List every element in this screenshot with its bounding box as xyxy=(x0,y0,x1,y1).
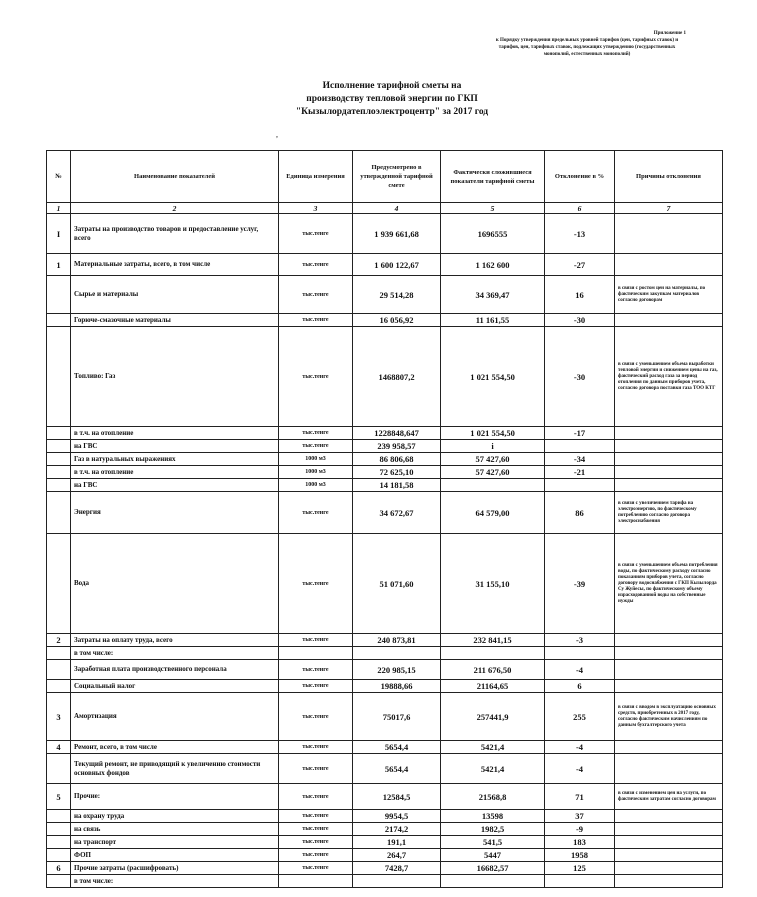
col-number: 6 xyxy=(545,203,615,214)
table-row xyxy=(47,276,723,314)
row-planned: 240 873,81 xyxy=(353,634,441,647)
table-row xyxy=(47,534,723,634)
row-unit: тыс.тенге xyxy=(279,784,353,810)
row-reason xyxy=(615,314,723,327)
row-name: Ремонт, всего, в том числе xyxy=(71,741,279,754)
row-planned: 51 071,60 xyxy=(353,534,441,634)
row-unit: тыс.тенге xyxy=(279,214,353,254)
row-name: на охрану труда xyxy=(71,810,279,823)
row-actual: 541,5 xyxy=(441,836,545,849)
row-planned: 29 514,28 xyxy=(353,276,441,314)
title-line: Исполнение тарифной сметы на xyxy=(322,81,462,91)
row-planned: 5654,4 xyxy=(353,741,441,754)
row-actual xyxy=(441,479,545,492)
row-unit: тыс.тенге xyxy=(279,823,353,836)
row-actual: 57 427,60 xyxy=(441,466,545,479)
row-index xyxy=(47,810,71,823)
table-row xyxy=(47,479,723,492)
row-index: 6 xyxy=(47,862,71,875)
row-reason xyxy=(615,810,723,823)
row-planned: 7428,7 xyxy=(353,862,441,875)
row-index xyxy=(47,466,71,479)
row-reason: в связи с ростом цен на материалы, по фактическим закупкам материалов согласно договорам xyxy=(615,276,723,314)
row-reason xyxy=(615,680,723,693)
header-actual: Фактически сложившиеся показатели тарифной сметы xyxy=(441,151,545,203)
row-deviation: 255 xyxy=(545,693,615,741)
row-reason xyxy=(615,254,723,276)
row-deviation: -34 xyxy=(545,453,615,466)
row-unit: тыс.тенге xyxy=(279,276,353,314)
row-actual: 1982,5 xyxy=(441,823,545,836)
row-planned: 191,1 xyxy=(353,836,441,849)
row-reason: в связи с уменьшением объема выработки тепловой энергии и снижением цены на газ, фактический расход газа за период отопления по данным приборов учета, согласно договора поставки газа ТОО КТГ xyxy=(615,327,723,427)
row-deviation xyxy=(545,440,615,453)
row-name: Амортизация xyxy=(71,693,279,741)
row-reason xyxy=(615,427,723,440)
row-planned: 86 806,68 xyxy=(353,453,441,466)
row-deviation: -9 xyxy=(545,823,615,836)
header-reasons: Причины отклонения xyxy=(615,151,723,203)
row-unit: тыс.тенге xyxy=(279,849,353,862)
row-index xyxy=(47,276,71,314)
row-actual: 1 021 554,50 xyxy=(441,427,545,440)
row-unit: тыс.тенге xyxy=(279,492,353,534)
row-unit: тыс.тенге xyxy=(279,754,353,784)
row-name: Социальный налог xyxy=(71,680,279,693)
row-reason xyxy=(615,479,723,492)
table-row xyxy=(47,862,723,875)
row-index: I xyxy=(47,214,71,254)
row-deviation: -4 xyxy=(545,660,615,680)
row-actual: 21164,65 xyxy=(441,680,545,693)
row-unit: тыс.тенге xyxy=(279,427,353,440)
row-actual xyxy=(441,875,545,888)
row-actual xyxy=(441,647,545,660)
annex-line: монополий, естественных монополий) xyxy=(543,52,631,57)
row-actual: 1696555 xyxy=(441,214,545,254)
row-deviation: 86 xyxy=(545,492,615,534)
table-row xyxy=(47,741,723,754)
row-reason xyxy=(615,647,723,660)
annex-line: тарифов, цен, тарифных ставок, подлежащих утверждению (государственных xyxy=(498,45,676,50)
row-deviation: -21 xyxy=(545,466,615,479)
header-name: Наименование показателей xyxy=(71,151,279,203)
row-actual: 16682,57 xyxy=(441,862,545,875)
row-index xyxy=(47,534,71,634)
header-no: № xyxy=(47,151,71,203)
row-deviation: -3 xyxy=(545,634,615,647)
row-index xyxy=(47,836,71,849)
row-planned xyxy=(353,875,441,888)
row-reason xyxy=(615,836,723,849)
row-unit: тыс.тенге xyxy=(279,254,353,276)
header-unit: Единица измерения xyxy=(279,151,353,203)
table-row xyxy=(47,849,723,862)
row-actual: 5421,4 xyxy=(441,754,545,784)
row-actual: 1 162 600 xyxy=(441,254,545,276)
row-name: в том числе: xyxy=(71,647,279,660)
row-name: в т.ч. на отопление xyxy=(71,466,279,479)
row-name: Топливо: Газ xyxy=(71,327,279,427)
row-reason: в связи с вводом в эксплуатацию основных средств, приобретенных в 2017 году, согласно фактическим начислениям по данным бухгалтерского учета xyxy=(615,693,723,741)
row-unit: 1000 м3 xyxy=(279,453,353,466)
row-name: ФОП xyxy=(71,849,279,862)
row-actual: 64 579,00 xyxy=(441,492,545,534)
row-planned xyxy=(353,647,441,660)
row-index xyxy=(47,327,71,427)
row-deviation: 37 xyxy=(545,810,615,823)
row-unit: тыс.тенге xyxy=(279,327,353,427)
row-index: 1 xyxy=(47,254,71,276)
row-planned: 75017,6 xyxy=(353,693,441,741)
annex-line: к Порядку утверждения предельных уровней тарифов (цен, тарифных ставок) и xyxy=(495,38,679,43)
table-row xyxy=(47,754,723,784)
table-row xyxy=(47,214,723,254)
row-planned: 2174,2 xyxy=(353,823,441,836)
row-planned: 14 181,58 xyxy=(353,479,441,492)
row-deviation: 125 xyxy=(545,862,615,875)
document-title xyxy=(262,80,522,119)
row-deviation: -30 xyxy=(545,314,615,327)
table-row xyxy=(47,647,723,660)
row-unit: тыс.тенге xyxy=(279,836,353,849)
row-unit: тыс.тенге xyxy=(279,314,353,327)
row-name: Газ в натуральных выражениях xyxy=(71,453,279,466)
row-unit: тыс.тенге xyxy=(279,440,353,453)
table-row xyxy=(47,680,723,693)
table-row xyxy=(47,634,723,647)
row-deviation xyxy=(545,479,615,492)
row-unit: тыс.тенге xyxy=(279,680,353,693)
row-actual: 13598 xyxy=(441,810,545,823)
row-name: на транспорт xyxy=(71,836,279,849)
row-deviation: 1958 xyxy=(545,849,615,862)
row-deviation: -4 xyxy=(545,741,615,754)
row-reason: в связи с изменением цен на услуги, по фактическим затратам согласно договорам xyxy=(615,784,723,810)
table-row xyxy=(47,492,723,534)
table-row xyxy=(47,693,723,741)
row-actual: 11 161,55 xyxy=(441,314,545,327)
row-index xyxy=(47,875,71,888)
row-reason xyxy=(615,453,723,466)
row-name: на связь xyxy=(71,823,279,836)
row-unit: тыс.тенге xyxy=(279,810,353,823)
row-index xyxy=(47,754,71,784)
row-name: Горюче-смазочные материалы xyxy=(71,314,279,327)
row-name: Заработная плата производственного персонала xyxy=(71,660,279,680)
row-unit: тыс.тенге xyxy=(279,634,353,647)
row-planned: 1468807,2 xyxy=(353,327,441,427)
col-number: 3 xyxy=(279,203,353,214)
row-planned: 34 672,67 xyxy=(353,492,441,534)
row-actual: 257441,9 xyxy=(441,693,545,741)
row-index xyxy=(47,680,71,693)
row-name: на ГВС xyxy=(71,479,279,492)
row-unit: тыс.тенге xyxy=(279,660,353,680)
row-unit: тыс.тенге xyxy=(279,741,353,754)
row-actual: 1 021 554,50 xyxy=(441,327,545,427)
col-number: 1 xyxy=(47,203,71,214)
annex-note xyxy=(452,30,722,58)
row-name: Затраты на оплату труда, всего xyxy=(71,634,279,647)
row-actual: 5447 xyxy=(441,849,545,862)
table-row xyxy=(47,327,723,427)
row-planned: 12584,5 xyxy=(353,784,441,810)
row-index xyxy=(47,660,71,680)
title-line: "Кызылордатеплоэлектроцентр" за 2017 год xyxy=(295,107,489,117)
row-actual: 232 841,15 xyxy=(441,634,545,647)
table-row xyxy=(47,427,723,440)
row-index xyxy=(47,492,71,534)
row-index xyxy=(47,314,71,327)
row-index: 4 xyxy=(47,741,71,754)
row-deviation: 6 xyxy=(545,680,615,693)
row-reason: в связи с увеличением тарифа на электроэнергию, по фактическому потреблению согласно договора электроснабжения xyxy=(615,492,723,534)
row-name: Прочие затраты (расшифровать) xyxy=(71,862,279,875)
row-deviation xyxy=(545,647,615,660)
row-index xyxy=(47,427,71,440)
row-unit: 1000 м3 xyxy=(279,479,353,492)
row-index xyxy=(47,849,71,862)
row-actual: 57 427,60 xyxy=(441,453,545,466)
column-number-row xyxy=(47,203,723,214)
row-reason xyxy=(615,214,723,254)
row-reason xyxy=(615,660,723,680)
row-index xyxy=(47,440,71,453)
row-actual: 5421,4 xyxy=(441,741,545,754)
table-row xyxy=(47,254,723,276)
table-row xyxy=(47,466,723,479)
row-planned: 19888,66 xyxy=(353,680,441,693)
row-reason xyxy=(615,823,723,836)
row-reason xyxy=(615,466,723,479)
title-line: производству тепловой энергии по ГКП xyxy=(306,94,478,104)
row-planned: 1 600 122,67 xyxy=(353,254,441,276)
row-index: 3 xyxy=(47,693,71,741)
row-unit: тыс.тенге xyxy=(279,862,353,875)
row-planned: 239 958,57 xyxy=(353,440,441,453)
row-name: Текущий ремонт, не приводящий к увеличению стоимости основных фондов xyxy=(71,754,279,784)
row-unit: тыс.тенге xyxy=(279,534,353,634)
row-reason xyxy=(615,741,723,754)
row-name: Сырье и материалы xyxy=(71,276,279,314)
row-deviation: -13 xyxy=(545,214,615,254)
row-planned: 5654,4 xyxy=(353,754,441,784)
row-planned: 16 056,92 xyxy=(353,314,441,327)
row-actual: i xyxy=(441,440,545,453)
row-deviation: 183 xyxy=(545,836,615,849)
row-planned: 1228848,647 xyxy=(353,427,441,440)
row-name: в том числе: xyxy=(71,875,279,888)
header-planned: Предусмотрено в утвержденной тарифной смете xyxy=(353,151,441,203)
row-reason xyxy=(615,440,723,453)
row-planned: 220 985,15 xyxy=(353,660,441,680)
header-deviation: Отклонение в % xyxy=(545,151,615,203)
row-deviation: -30 xyxy=(545,327,615,427)
table-row xyxy=(47,875,723,888)
row-name: Материальные затраты, всего, в том числе xyxy=(71,254,279,276)
table-row xyxy=(47,784,723,810)
table-row xyxy=(47,314,723,327)
row-index: 5 xyxy=(47,784,71,810)
tariff-estimate-table xyxy=(46,150,723,888)
row-name: в т.ч. на отопление xyxy=(71,427,279,440)
row-deviation xyxy=(545,875,615,888)
row-reason xyxy=(615,862,723,875)
annex-title: Приложение 1 xyxy=(653,31,686,36)
table-row xyxy=(47,823,723,836)
row-reason xyxy=(615,875,723,888)
row-actual: 34 369,47 xyxy=(441,276,545,314)
table-row xyxy=(47,810,723,823)
row-deviation: 71 xyxy=(545,784,615,810)
row-planned: 1 939 661,68 xyxy=(353,214,441,254)
stray-mark: , xyxy=(276,130,278,139)
table-row xyxy=(47,660,723,680)
row-actual: 211 676,50 xyxy=(441,660,545,680)
row-deviation: 16 xyxy=(545,276,615,314)
row-reason: в связи с уменьшением объема потребления воды, по фактическому расходу согласно показаниям приборов учета, согласно договору водоснабжения с ГКП Кызылорда Су Жуйесы, по фактическому объему израсходованной воды на собственные нужды xyxy=(615,534,723,634)
col-number: 2 xyxy=(71,203,279,214)
row-deviation: -39 xyxy=(545,534,615,634)
row-actual: 31 155,10 xyxy=(441,534,545,634)
row-index: 2 xyxy=(47,634,71,647)
row-name: Прочие: xyxy=(71,784,279,810)
col-number: 4 xyxy=(353,203,441,214)
row-index xyxy=(47,453,71,466)
row-deviation: -27 xyxy=(545,254,615,276)
row-unit xyxy=(279,647,353,660)
table-row xyxy=(47,836,723,849)
row-name: на ГВС xyxy=(71,440,279,453)
row-name: Вода xyxy=(71,534,279,634)
table-row xyxy=(47,440,723,453)
row-reason xyxy=(615,634,723,647)
col-number: 5 xyxy=(441,203,545,214)
row-name: Энергия xyxy=(71,492,279,534)
row-deviation: -17 xyxy=(545,427,615,440)
row-planned: 264,7 xyxy=(353,849,441,862)
row-reason xyxy=(615,849,723,862)
row-index xyxy=(47,823,71,836)
row-actual: 21568,8 xyxy=(441,784,545,810)
row-name: Затраты на производство товаров и предоставление услуг, всего xyxy=(71,214,279,254)
row-index xyxy=(47,647,71,660)
row-unit: тыс.тенге xyxy=(279,693,353,741)
row-reason xyxy=(615,754,723,784)
row-deviation: -4 xyxy=(545,754,615,784)
row-index xyxy=(47,479,71,492)
table-row xyxy=(47,453,723,466)
row-unit xyxy=(279,875,353,888)
row-planned: 9954,5 xyxy=(353,810,441,823)
row-planned: 72 625,10 xyxy=(353,466,441,479)
col-number: 7 xyxy=(615,203,723,214)
row-unit: 1000 м3 xyxy=(279,466,353,479)
